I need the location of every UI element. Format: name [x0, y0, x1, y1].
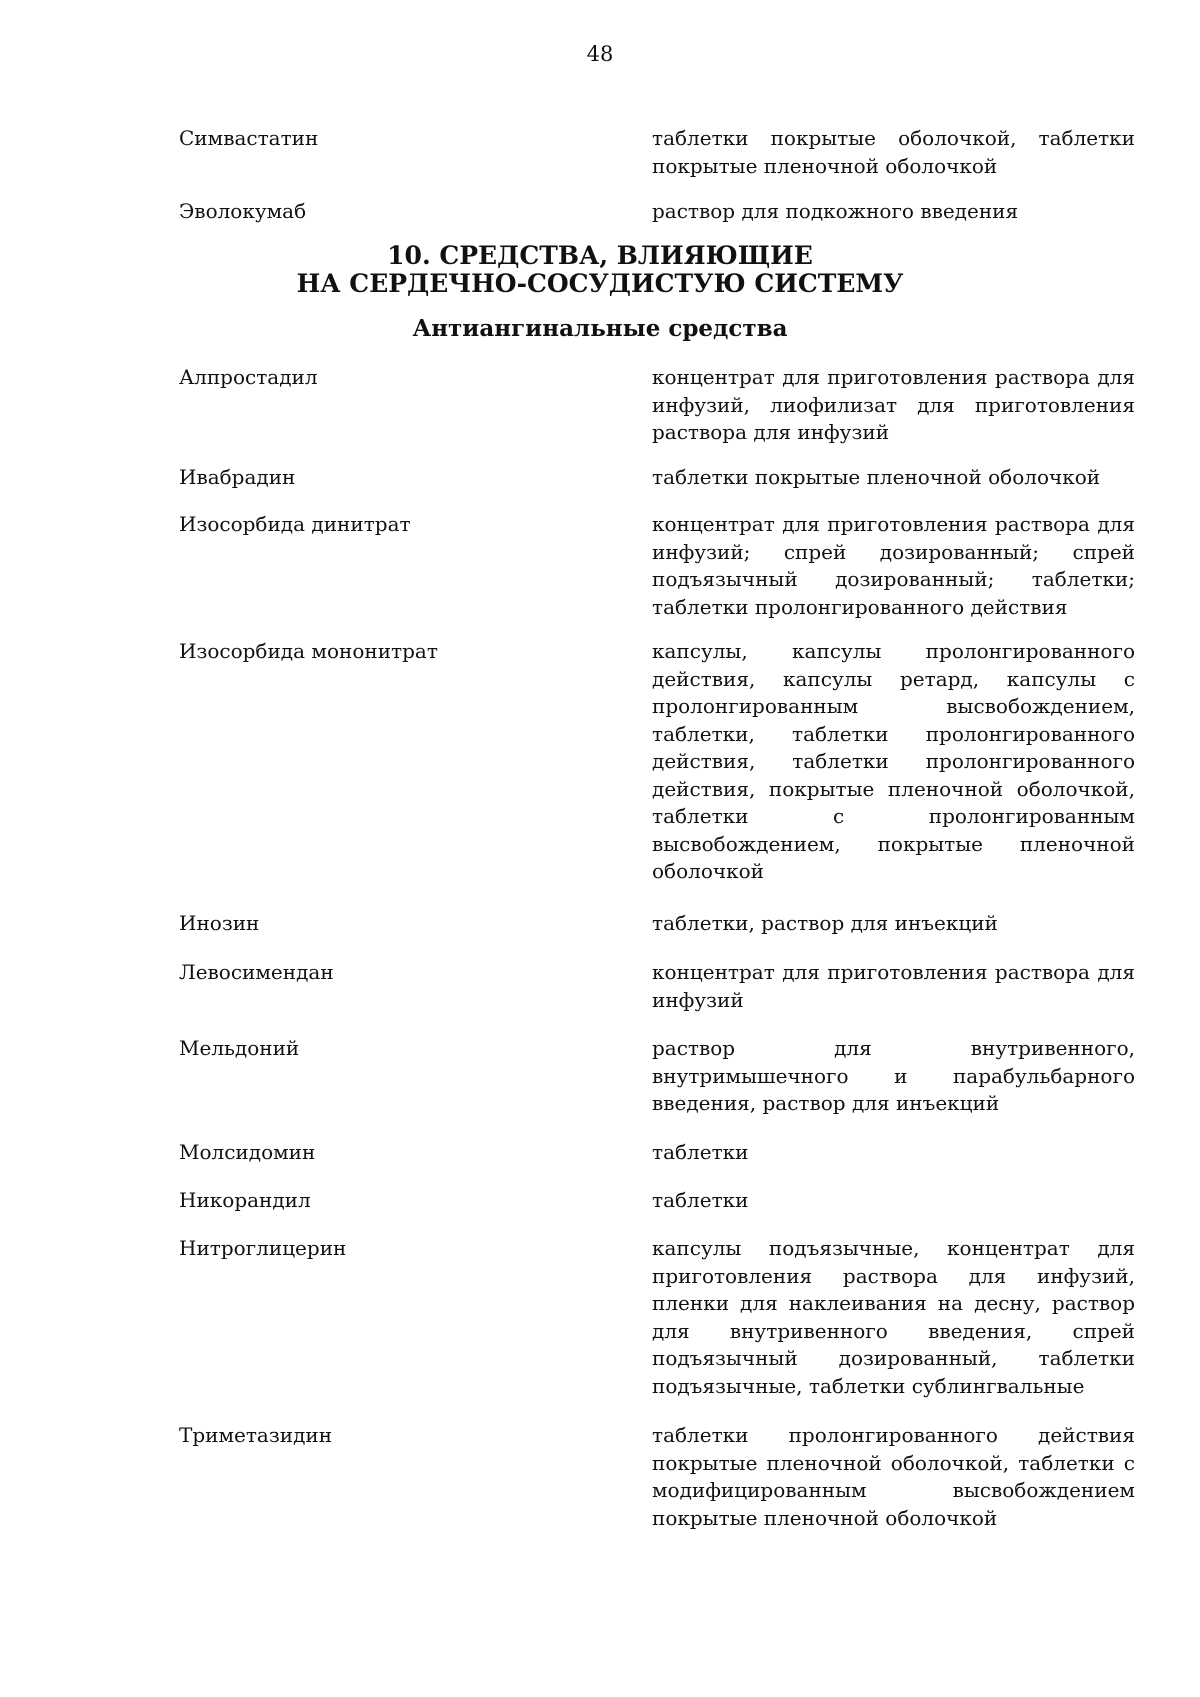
section-title-line1: 10. СРЕДСТВА, ВЛИЯЮЩИЕ — [387, 241, 813, 270]
drug-name: Левосимендан — [179, 960, 334, 984]
dosage-form: капсулы, капсулы пролонгированного действия, капсулы ретард, капсулы с пролонгированным высвобождением, таблетки, таблетки пролонгированного действия, таблетки пролонгированного действия, покрытые пленочной оболочкой, таблетки с пролонгированным высвобождением, покрытые пленочной оболочкой — [652, 639, 1135, 883]
section-heading — [0, 242, 1200, 298]
dosage-form: концентрат для приготовления раствора для инфузий, лиофилизат для приготовления раствора для инфузий — [652, 365, 1135, 444]
subsection-heading: Антиангинальные средства — [412, 315, 788, 342]
drug-name: Эволокумаб — [179, 199, 307, 223]
drug-name: Триметазидин — [179, 1423, 333, 1447]
section-title-line2: НА СЕРДЕЧНО-СОСУДИСТУЮ СИСТЕМУ — [296, 269, 904, 298]
drug-name: Молсидомин — [179, 1140, 316, 1164]
dosage-form: таблетки, раствор для инъекций — [652, 911, 998, 935]
drug-name: Изосорбида динитрат — [179, 512, 411, 536]
drug-name: Мельдоний — [179, 1036, 300, 1060]
drug-name: Нитроглицерин — [179, 1236, 347, 1260]
dosage-form: таблетки покрытые оболочкой, таблетки покрытые пленочной оболочкой — [652, 126, 1135, 178]
dosage-form: таблетки — [652, 1140, 749, 1164]
dosage-form: таблетки пролонгированного действия покрытые пленочной оболочкой, таблетки с модифицированным высвобождением покрытые пленочной оболочкой — [652, 1423, 1135, 1530]
drug-name: Инозин — [179, 911, 260, 935]
dosage-form: концентрат для приготовления раствора для инфузий — [652, 960, 1135, 1012]
drug-name: Симвастатин — [179, 126, 319, 150]
drug-name: Алпростадил — [179, 365, 318, 389]
dosage-form: таблетки покрытые пленочной оболочкой — [652, 465, 1101, 489]
drug-name: Ивабрадин — [179, 465, 296, 489]
dosage-form: таблетки — [652, 1188, 749, 1212]
page-number: 48 — [586, 42, 614, 66]
dosage-form: раствор для внутривенного, внутримышечного и парабульбарного введения, раствор для инъекций — [652, 1036, 1135, 1115]
dosage-form: концентрат для приготовления раствора для инфузий; спрей дозированный; спрей подъязычный дозированный; таблетки; таблетки пролонгированного действия — [652, 512, 1135, 619]
drug-name: Изосорбида мононитрат — [179, 639, 438, 663]
dosage-form: раствор для подкожного введения — [652, 199, 1019, 223]
dosage-form: капсулы подъязычные, концентрат для приготовления раствора для инфузий, пленки для наклеивания на десну, раствор для внутривенного введения, спрей подъязычный дозированный, таблетки подъязычные, таблетки сублингвальные — [652, 1236, 1135, 1398]
drug-name: Никорандил — [179, 1188, 311, 1212]
